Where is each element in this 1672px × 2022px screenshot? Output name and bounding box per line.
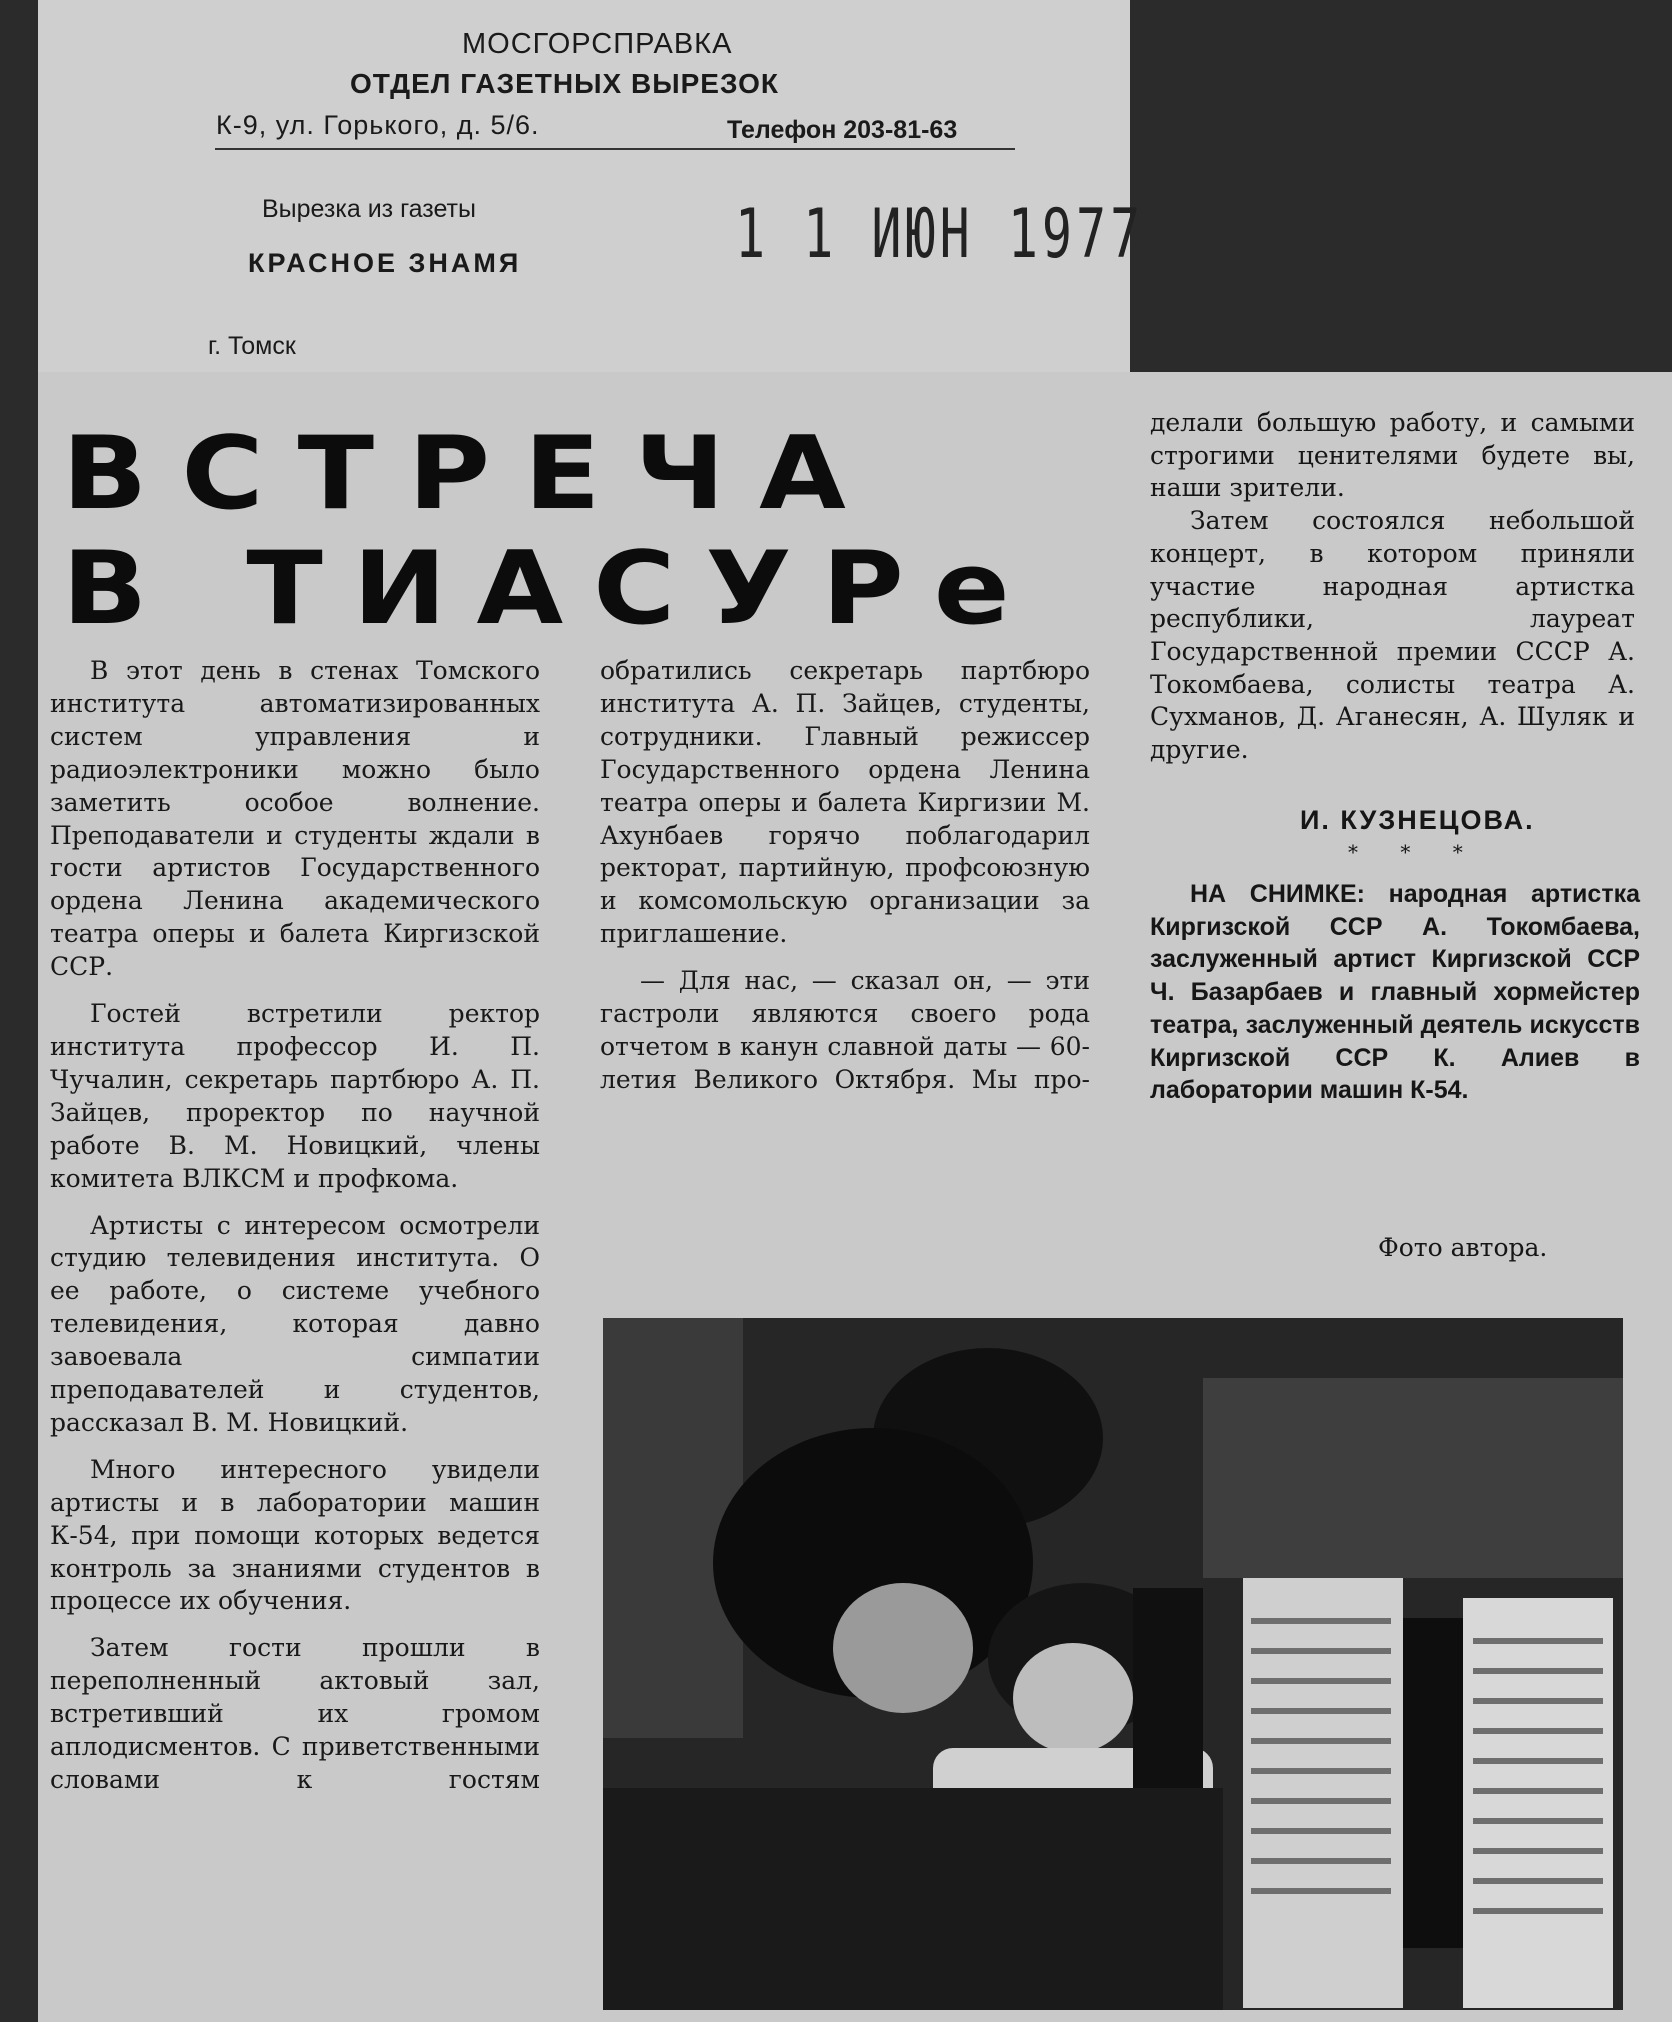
section-separator: * * *	[1348, 840, 1481, 864]
stamp-date: 1 1 ИЮН 1977	[735, 194, 1145, 274]
stamp-agency: МОСГОРСПРАВКА	[462, 28, 733, 60]
headline-line-2: В ТИАСУРе	[62, 530, 1040, 648]
article-column-2	[600, 655, 1090, 1097]
col3-paragraph-2: Затем состоялся небольшой концерт, в котором приняли участие народная артистка республики, лауреат Государственной премии СССР А. Токомбаева, солисты театра А. Сухманов, Д. Аганесян, А. Шуляк и другие.	[1150, 506, 1635, 765]
photo-illustration	[603, 1318, 1623, 2010]
col1-paragraph-3: Артисты с интересом осмотрели студию телевидения института. О ее работе, о системе учебного телевидения, которая давно завоевала симпатии преподавателей и студентов, рассказал В. М. Новицкий.	[50, 1210, 540, 1437]
photo-credit: Фото автора.	[1378, 1233, 1548, 1262]
article-column-3	[1150, 407, 1635, 767]
stamp-department: ОТДЕЛ ГАЗЕТНЫХ ВЫРЕЗОК	[350, 68, 779, 99]
article-author: И. КУЗНЕЦОВА.	[1300, 805, 1535, 835]
photo-caption	[1150, 878, 1640, 1107]
stamp-phone: Телефон 203-81-63	[727, 116, 958, 144]
newspaper-clipping-top-edge	[1130, 372, 1672, 392]
col1-paragraph-2: Гостей встретили ректор института профессор И. П. Чучалин, секретарь партбюро А. П. Зайцев, проректор по научной работе В. М. Новицкий, члены комитета ВЛКСМ и профкома.	[50, 999, 540, 1193]
photo-caption-text: НА СНИМКЕ: народная артистка Киргизской ССР А. Токомбаева, заслуженный артист Киргизской ССР Ч. Базарбаев и главный хормейстер театра, заслуженный деятель искусств Киргизской ССР К. Алиев в лаборатории машин К-54.	[1150, 880, 1640, 1105]
col1-paragraph-4: Много интересного увидели артисты и в лаборатории машин К-54, при помощи которых ведется контроль за знаниями студентов в процессе их обучения.	[50, 1454, 540, 1616]
article-photo	[603, 1318, 1623, 2010]
stamp-underline	[215, 148, 1015, 150]
col3-paragraph-1: делали большую работу, и самыми строгими ценителями будете вы, наши зрители.	[1150, 408, 1635, 503]
stamp-clipping-from: Вырезка из газеты	[262, 195, 476, 223]
col2-paragraph-2: — Для нас, — сказал он, — эти гастроли являются своего рода отчетом в канун славной даты — 60-летия Великого Октября. Мы про-	[600, 966, 1090, 1094]
stamp-address: К-9, ул. Горького, д. 5/6.	[216, 110, 540, 140]
col1-paragraph-1: В этот день в стенах Томского института автоматизированных систем управления и радиоэлектроники можно было заметить особое волнение. Преподаватели и студенты ждали в гости артистов Государственного ордена Ленина академического театра оперы и балета Киргизской ССР.	[50, 656, 540, 982]
stamp-city: г. Томск	[208, 332, 296, 360]
headline-line-1: ВСТРЕЧА	[62, 415, 880, 533]
article-column-1	[50, 655, 540, 1797]
col2-paragraph-1: обратились секретарь партбюро института А. П. Зайцев, студенты, сотрудники. Главный режиссер Государственного ордена Ленина театра оперы и балета Киргизии М. Ахунбаев горячо поблагодарил ректорат, партийную, профсоюзную и комсомольскую организации за приглашение.	[600, 656, 1090, 949]
col1-paragraph-5: Затем гости прошли в переполненный актовый зал, встретивший их громом аплодисментов. С приветственными словами к гостям	[50, 1633, 540, 1794]
stamp-newspaper: КРАСНОЕ ЗНАМЯ	[248, 248, 522, 278]
